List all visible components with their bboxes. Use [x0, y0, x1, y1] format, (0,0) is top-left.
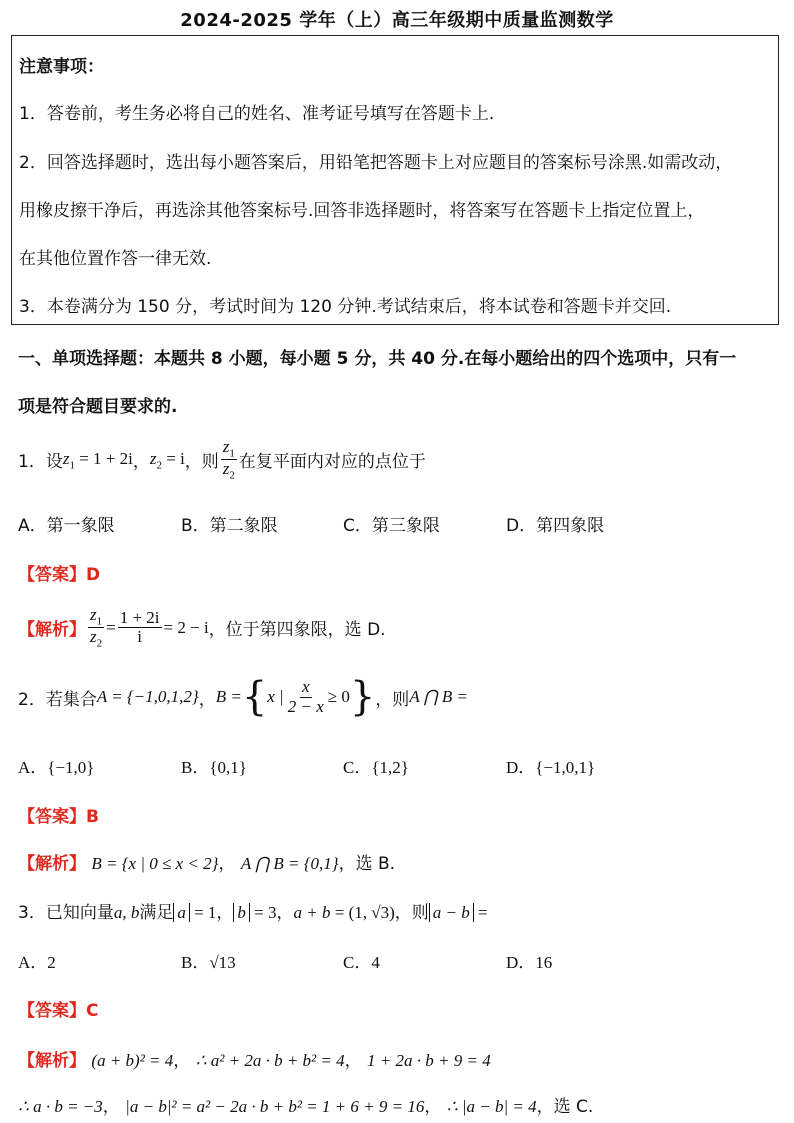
q2-option-b: B．{0,1} [181, 758, 247, 777]
q1-option-c: C．第三象限 [343, 516, 440, 536]
section-heading-line1: 一、单项选择题：本题共 8 小题，每小题 5 分，共 40 分.在每小题给出的四个选项中，只有一 [18, 349, 737, 369]
q1-number: 1．设 [18, 452, 63, 473]
section-heading-line2: 项是符合题目要求的. [18, 397, 178, 417]
q2-answer: 【答案】B [18, 807, 99, 827]
question-3: 3．已知向量a, b满足 a = 1， b = 3，a + b = (1, √3)，则 a − b = [18, 903, 488, 923]
question-1: 1．设 $z_1 = 1 + 2i$ ， $z_2 = i$ ，则 $\frac{z_1}{z_2}$ 在复平面内对应的点位于 [18, 437, 426, 482]
q3-analysis-line1: 【解析】 (a + b)² = 4， ∴ a² + 2a · b + b² = 4， 1 + 2a · b + 9 = 4 [18, 1051, 491, 1071]
q1-z1: $z_1 = 1 + 2i$ [62, 448, 133, 472]
q1-option-a: A．第一象限 [18, 516, 115, 536]
q3-option-d: D．16 [506, 953, 553, 972]
q1-then: ，则 [184, 452, 219, 473]
q3-analysis-line2: ∴ a · b = −3， |a − b|² = a² − 2a · b + b² = 1 + 6 + 9 = 16， ∴ |a − b| = 4，选 C. [18, 1097, 594, 1117]
q1-analysis: 【解析】 $\frac{z_1}{z_2}$ = $\frac{1 + 2i}{i}$ = 2 − i ，位于第四象限，选 D. [18, 605, 386, 650]
question-2: 2．若集合 A = {−1,0,1,2} ， B = { x | $\frac{x}{2 - x}$ ≥ 0 } ，则 A ⋂ B = [18, 674, 468, 720]
notice-item-2a: 2．回答选择题时，选出每小题答案后，用铅笔把答题卡上对应题目的答案标号涂黑.如需改动， [19, 153, 733, 173]
q3-option-b: B．√13 [181, 953, 236, 972]
q3-answer: 【答案】C [18, 1001, 99, 1021]
q1-fraction: $\frac{z_1}{z_2}$ [222, 437, 235, 482]
notice-box [11, 35, 779, 325]
q2-analysis: 【解析】 B = {x | 0 ≤ x < 2}， A ⋂ B = {0,1}，选 B. [18, 854, 396, 874]
page-title: 2024-2025 学年（上）高三年级期中质量监测数学 [180, 10, 614, 31]
notice-item-3: 3．本卷满分为 150 分，考试时间为 120 分钟.考试结束后，将本试卷和答题卡并交回. [19, 297, 672, 317]
q3-option-a: A．2 [18, 953, 56, 972]
notice-item-1: 1．答卷前，考生务必将自己的姓名、准考证号填写在答题卡上. [19, 104, 495, 124]
q1-z2: $z_2 = i$ [149, 448, 185, 472]
q2-option-d: D．{−1,0,1} [506, 758, 596, 777]
q2-option-a: A．{−1,0} [18, 758, 95, 777]
q1-option-d: D．第四象限 [506, 516, 605, 536]
notice-item-2b: 用橡皮擦干净后，再选涂其他答案标号.回答非选择题时，将答案写在答题卡上指定位置上， [19, 201, 705, 221]
q1-option-b: B．第二象限 [181, 516, 278, 536]
notice-heading: 注意事项： [19, 57, 104, 77]
q2-option-c: C．{1,2} [343, 758, 409, 777]
q3-option-c: C．4 [343, 953, 380, 972]
q1-answer: 【答案】D [18, 565, 101, 585]
notice-item-2c: 在其他位置作答一律无效. [19, 249, 212, 269]
q1-text: 在复平面内对应的点位于 [238, 452, 426, 473]
